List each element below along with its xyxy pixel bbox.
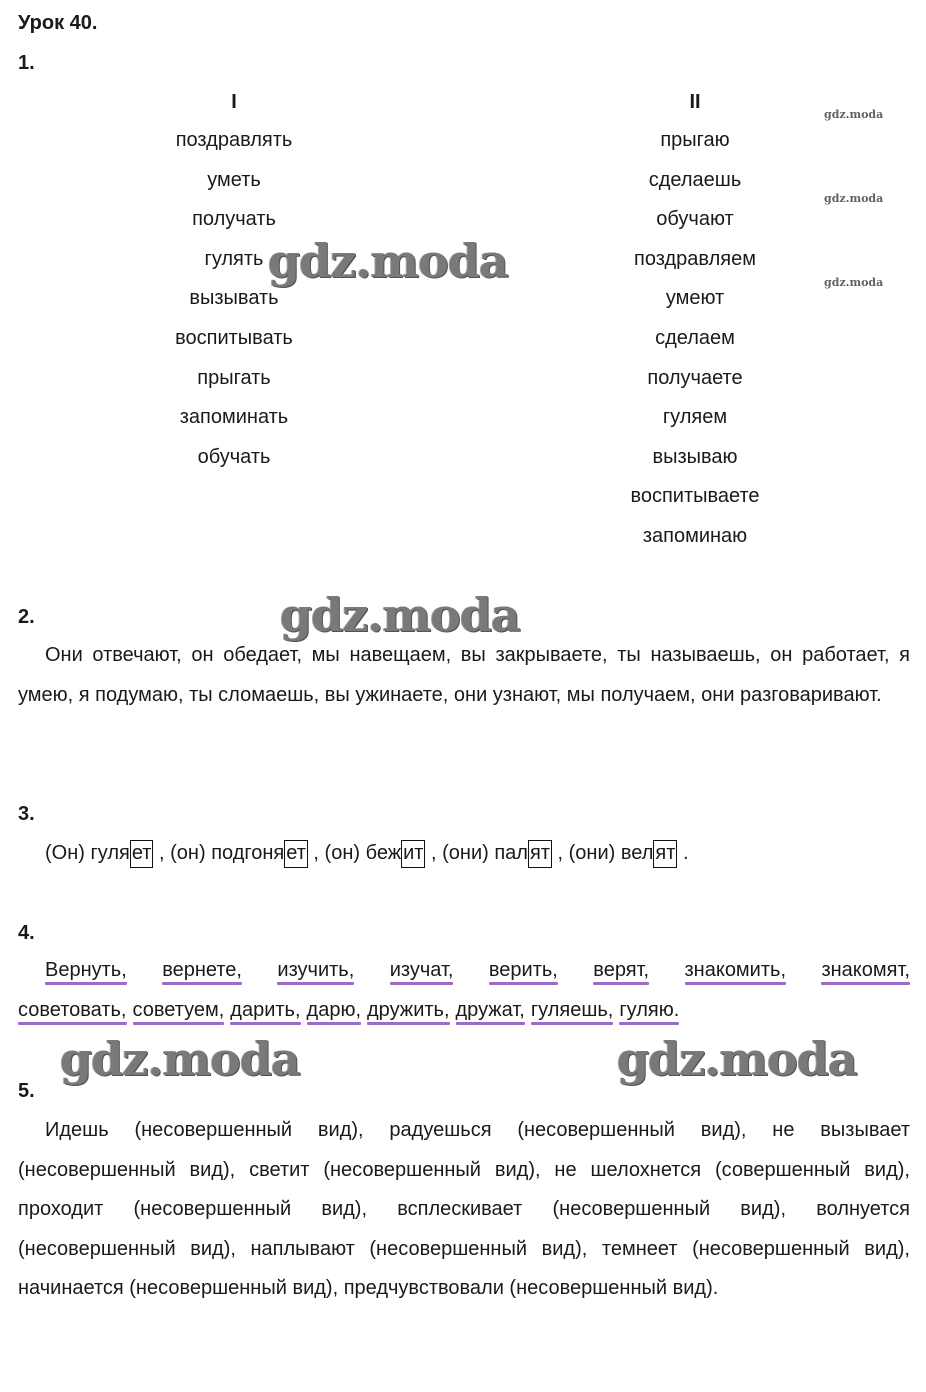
verb-item: гуляем <box>662 406 728 429</box>
separator: . <box>677 842 689 864</box>
watermark-logo: gdz.moda <box>60 1032 300 1086</box>
verb-item: прыгаю <box>660 129 730 151</box>
verb-item: поздравляем <box>634 247 756 270</box>
exercise-3-line <box>45 838 689 868</box>
exercise-1-number: 1. <box>18 52 35 74</box>
separator: , <box>153 842 165 864</box>
exercise-4-number: 4. <box>18 922 35 944</box>
verb-stem: (он) подгоня <box>164 842 285 864</box>
underlined-word: вернете, <box>162 959 242 981</box>
watermark-logo: gdz.moda <box>824 192 884 205</box>
underlined-word: изучат, <box>389 959 454 981</box>
verb-item: сделаем <box>655 326 735 349</box>
verb-item: воспитываете <box>630 485 760 508</box>
verb-item: запоминаю <box>642 524 748 547</box>
underlined-word: верить, <box>488 959 558 981</box>
underlined-word: Вернуть, <box>45 959 127 981</box>
verb-item: обучать <box>197 445 271 468</box>
underlined-word: советовать, <box>18 999 127 1021</box>
exercise-5-text: Идешь (несовершенный вид), радуешься (несовершенный вид), не вызывает (несовершенный вид), светит (несовершенный вид), не шелохнется (совершенный вид), проходит (несовершенный вид), всплескивает (несовершенный вид), волнуется (несовершенный вид), наплывают (несовершенный вид), темнеет (несовершенный вид), начинается (несовершенный вид), предчувствовали (несовершенный вид). <box>18 1119 910 1300</box>
exercise-2-text: Они отвечают, он обедает, мы навещаем, вы закрываете, ты называешь, он работает, я умею, я подумаю, ты сломаешь, вы ужинаете, они узнают, мы получаем, они разговаривают. <box>18 644 910 706</box>
exercise-3-number: 3. <box>18 803 35 825</box>
verb-item: получаете <box>647 366 743 389</box>
verb-item: вызываю <box>652 445 738 468</box>
watermark-logo: gdz.moda <box>824 276 884 289</box>
ending-box: ят <box>653 840 677 868</box>
verb-item: воспитывать <box>175 326 293 349</box>
exercise-5-number: 5. <box>18 1080 35 1102</box>
underlined-word: изучить, <box>277 959 355 981</box>
underlined-word: знакомить, <box>684 959 786 981</box>
exercise-2-number: 2. <box>18 606 35 628</box>
separator: , <box>307 842 319 864</box>
verb-stem: (он) беж <box>318 842 402 864</box>
underlined-word: дружат, <box>455 999 525 1021</box>
underlined-word: гуляю. <box>619 999 680 1021</box>
watermark-logo: gdz.moda <box>280 588 520 642</box>
underlined-word: дарю, <box>306 999 362 1021</box>
ending-box: ет <box>284 840 308 868</box>
verb-item: прыгать <box>197 366 271 389</box>
column-2-header: II <box>689 91 701 113</box>
underlined-word: гуляешь, <box>530 999 614 1021</box>
lesson-title: Урок 40. <box>18 12 98 34</box>
conjugation-column-2 <box>545 90 845 564</box>
verb-item: получать <box>192 208 276 231</box>
underlined-word: советуем, <box>132 999 225 1021</box>
verb-stem: (они) пал <box>436 842 528 864</box>
exercise-4-line-2 <box>18 999 685 1022</box>
ending-box: ет <box>130 840 154 868</box>
verb-item: гулять <box>204 247 264 270</box>
verb-stem: (они) вел <box>563 842 654 864</box>
watermark-logo: gdz.moda <box>268 234 508 288</box>
separator: , <box>425 842 437 864</box>
verb-item: обучают <box>656 208 734 231</box>
exercise-4-line-1 <box>45 959 910 982</box>
verb-item: уметь <box>207 168 261 191</box>
ending-box: ит <box>401 840 425 868</box>
watermark-logo: gdz.moda <box>617 1032 857 1086</box>
verb-item: запоминать <box>179 406 289 429</box>
ending-box: ят <box>528 840 552 868</box>
underlined-word: дарить, <box>230 999 301 1021</box>
separator: , <box>551 842 564 864</box>
verb-item: умеют <box>665 287 725 310</box>
column-1-header: I <box>231 91 237 113</box>
underlined-word: верят, <box>593 959 650 981</box>
verb-stem: (Он) гуля <box>45 842 130 864</box>
underlined-word: знакомят, <box>821 959 910 981</box>
underlined-word: дружить, <box>367 999 450 1021</box>
verb-item: сделаешь <box>648 168 742 191</box>
verb-item: вызывать <box>189 287 279 310</box>
verb-item: поздравлять <box>175 129 293 151</box>
watermark-logo: gdz.moda <box>824 108 884 121</box>
